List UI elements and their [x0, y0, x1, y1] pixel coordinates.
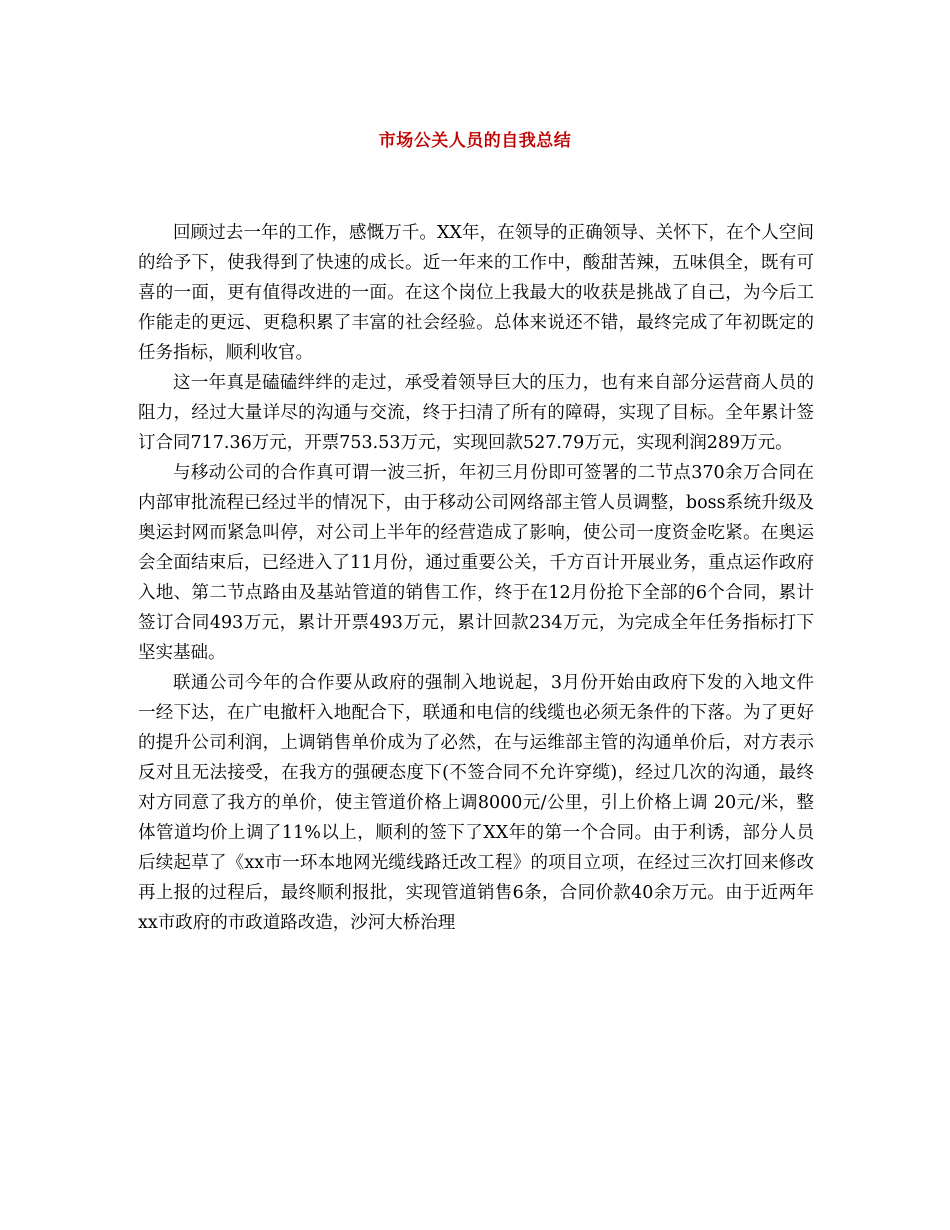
paragraph-review: 回顾过去一年的工作，感慨万千。XX年，在领导的正确领导、关怀下，在个人空间的给予下，使我得到了快速的成长。近一年来的工作中，酸甜苦辣，五味俱全，既有可喜的一面，更有值得改进的一面。在这个岗位上我最大的收获是挑战了自己，为今后工作能走的更远、更稳积累了丰富的社会经验。总体来说还不错，最终完成了年初既定的任务指标，顺利收官。: [138, 223, 814, 363]
document-title: 市场公关人员的自我总结: [378, 131, 572, 151]
paragraph-unicom-cooperation: 联通公司今年的合作要从政府的强制入地说起，3月份开始由政府下发的入地文件一经下达，在广电撤杆入地配合下，联通和电信的线缆也必须无条件的下落。为了更好的提升公司利润，上调销售单价成为了必然，在与运维部主管的沟通单价后，对方表示反对且无法接受，在我方的强硬态度下(不签合同不允许穿缆)，经过几次的沟通，最终对方同意了我方的单价，使主管道价格上调8000元/公里，引上价格上调 20元/米，整体管道均价上调了11%以上，顺利的签下了XX年的第一个合同。由于利诱，部分人员后续起草了《xx市一环本地网光缆线路迁改工程》的项目立项，在经过三次打回来修改再上报的过程后，最终顺利报批，实现管道销售6条，合同价款40余万元。由于近两年xx市政府的市政道路改造，沙河大桥治理: [138, 673, 814, 933]
paragraph-year-results: 这一年真是磕磕绊绊的走过，承受着领导巨大的压力，也有来自部分运营商人员的阻力，经过大量详尽的沟通与交流，终于扫清了所有的障碍，实现了目标。全年累计签订合同717.36万元，开票753.53万元，实现回款527.79万元，实现利润289万元。: [138, 373, 814, 453]
document-body: [138, 218, 814, 938]
paragraph-mobile-cooperation: 与移动公司的合作真可谓一波三折，年初三月份即可签署的二节点370余万合同在内部审批流程已经过半的情况下，由于移动公司网络部主管人员调整，boss系统升级及奥运封网而紧急叫停，对公司上半年的经营造成了影响，使公司一度资金吃紧。在奥运会全面结束后，已经进入了11月份，通过重要公关，千方百计开展业务，重点运作政府入地、第二节点路由及基站管道的销售工作，终于在12月份抢下全部的6个合同，累计签订合同493万元，累计开票493万元，累计回款234万元，为完成全年任务指标打下坚实基础。: [138, 463, 814, 663]
